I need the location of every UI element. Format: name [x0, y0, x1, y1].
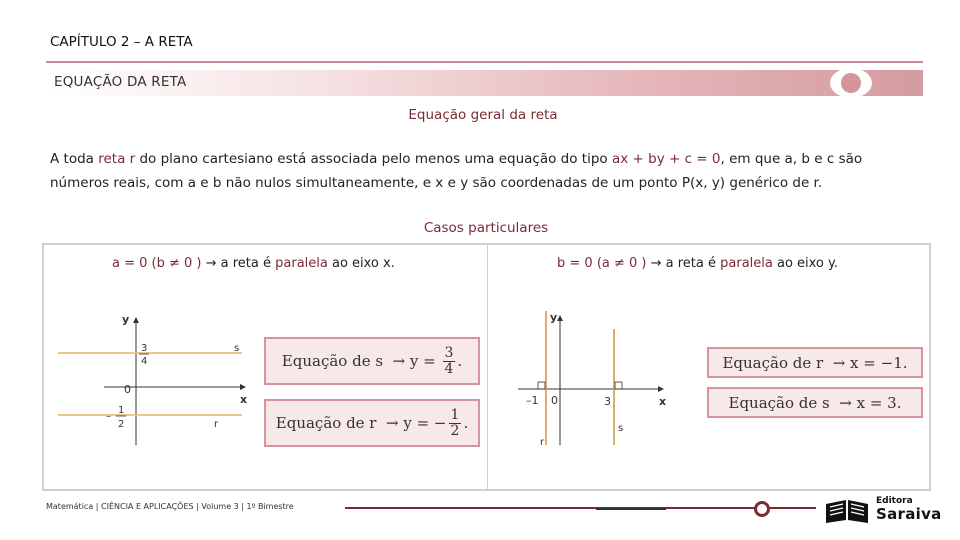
left-eq-s-suffix: .: [457, 352, 463, 370]
footer-text: Matemática | CIÊNCIA E APLICAÇÕES | Volume 3 | 1º Bimestre: [46, 502, 294, 511]
logo-small-text: Editora: [876, 496, 913, 506]
left-eq-r-den: 2: [450, 422, 460, 439]
right-x-arrow-icon: [658, 386, 664, 392]
left-eq-s-prefix: Equação de s → y =: [281, 352, 441, 370]
definition-paragraph: [50, 147, 920, 195]
para-highlight-equation: ax + by + c = 0: [611, 151, 721, 167]
left-s-label: s: [234, 343, 240, 354]
publisher-logo: [824, 496, 942, 526]
right-x-label: x: [659, 395, 667, 408]
cases-box: [42, 243, 931, 491]
para-part: A toda: [50, 151, 99, 167]
right-s-label: s: [618, 423, 624, 434]
left-case-end: ao eixo x.: [327, 256, 395, 271]
book-icon: [824, 498, 872, 524]
right-r-label: r: [540, 437, 545, 448]
left-eq-r-prefix: Equação de r → y = −: [275, 414, 447, 432]
right-three-label: 3: [604, 395, 611, 408]
left-eq-r-num: 1: [450, 406, 460, 423]
right-case-keyword: paralela: [720, 256, 773, 271]
left-case-heading: [112, 256, 395, 271]
left-x-arrow-icon: [240, 384, 246, 390]
right-eq-s-box: [707, 387, 923, 418]
cases-title: Casos particulares: [423, 220, 549, 236]
left-eq-s-den: 4: [444, 360, 454, 377]
right-y-arrow-icon: [557, 315, 563, 321]
left-s-den: 4: [141, 356, 148, 367]
footer-line-dark: [596, 508, 666, 510]
right-marker-three: [615, 382, 622, 389]
left-eq-r-fraction: [449, 408, 462, 439]
left-eq-s-num: 3: [444, 344, 454, 361]
section-title: EQUAÇÃO DA RETA: [54, 74, 187, 90]
right-case-end: ao eixo y.: [772, 256, 838, 271]
right-neg-one-label: –1: [526, 394, 539, 407]
left-graph: [54, 305, 254, 455]
left-r-den: 2: [118, 419, 125, 430]
right-eq-r-text: Equação de r → x = −1.: [722, 353, 908, 372]
right-case-heading: [557, 256, 838, 271]
footer-ring-icon: [754, 501, 770, 517]
section-bar: [46, 70, 923, 96]
footer-line: [345, 507, 755, 509]
subtitle: Equação geral da reta: [408, 107, 558, 123]
right-case-arrow: → a reta é: [646, 256, 721, 271]
left-case-keyword: paralela: [275, 256, 328, 271]
right-eq-s-text: Equação de s → x = 3.: [728, 393, 902, 412]
right-case-condition: b = 0 (a ≠ 0 ): [557, 256, 647, 271]
left-r-num: 1: [118, 405, 125, 416]
left-eq-r-box: [264, 399, 480, 447]
right-y-label: y: [550, 311, 558, 324]
left-case-condition: a = 0 (b ≠ 0 ): [112, 256, 202, 271]
chapter-title: CAPÍTULO 2 – A RETA: [50, 34, 193, 50]
left-r-label: r: [214, 419, 219, 430]
left-eq-r-suffix: .: [463, 414, 469, 432]
cases-divider: [487, 245, 488, 489]
para-part: do plano cartesiano está associada pelo menos uma equação do tipo: [135, 151, 612, 167]
para-highlight-reta: reta r: [98, 151, 136, 167]
left-s-num: 3: [141, 343, 148, 354]
left-x-label: x: [240, 393, 248, 406]
footer-line-end: [770, 507, 816, 509]
left-eq-s-box: [264, 337, 480, 385]
logo-big-text: Saraiva: [876, 505, 942, 523]
right-marker-neg: [538, 382, 545, 389]
left-r-sign: –: [106, 411, 111, 422]
chapter-rule: [46, 61, 923, 63]
left-case-arrow: → a reta é: [201, 256, 276, 271]
right-eq-r-box: [707, 347, 923, 378]
left-eq-s-fraction: [443, 346, 456, 377]
left-y-arrow-icon: [133, 317, 139, 323]
left-y-label: y: [122, 313, 130, 326]
right-graph: [514, 305, 674, 455]
right-origin-label: 0: [551, 394, 558, 407]
section-dot-icon: [841, 73, 861, 93]
para-part: , em que a, b e c são números reais, com a e b não nulos simultaneamente, e x e y são coordenadas de um ponto P(x, y) genérico de r.: [50, 151, 863, 191]
left-origin-label: 0: [124, 383, 131, 396]
